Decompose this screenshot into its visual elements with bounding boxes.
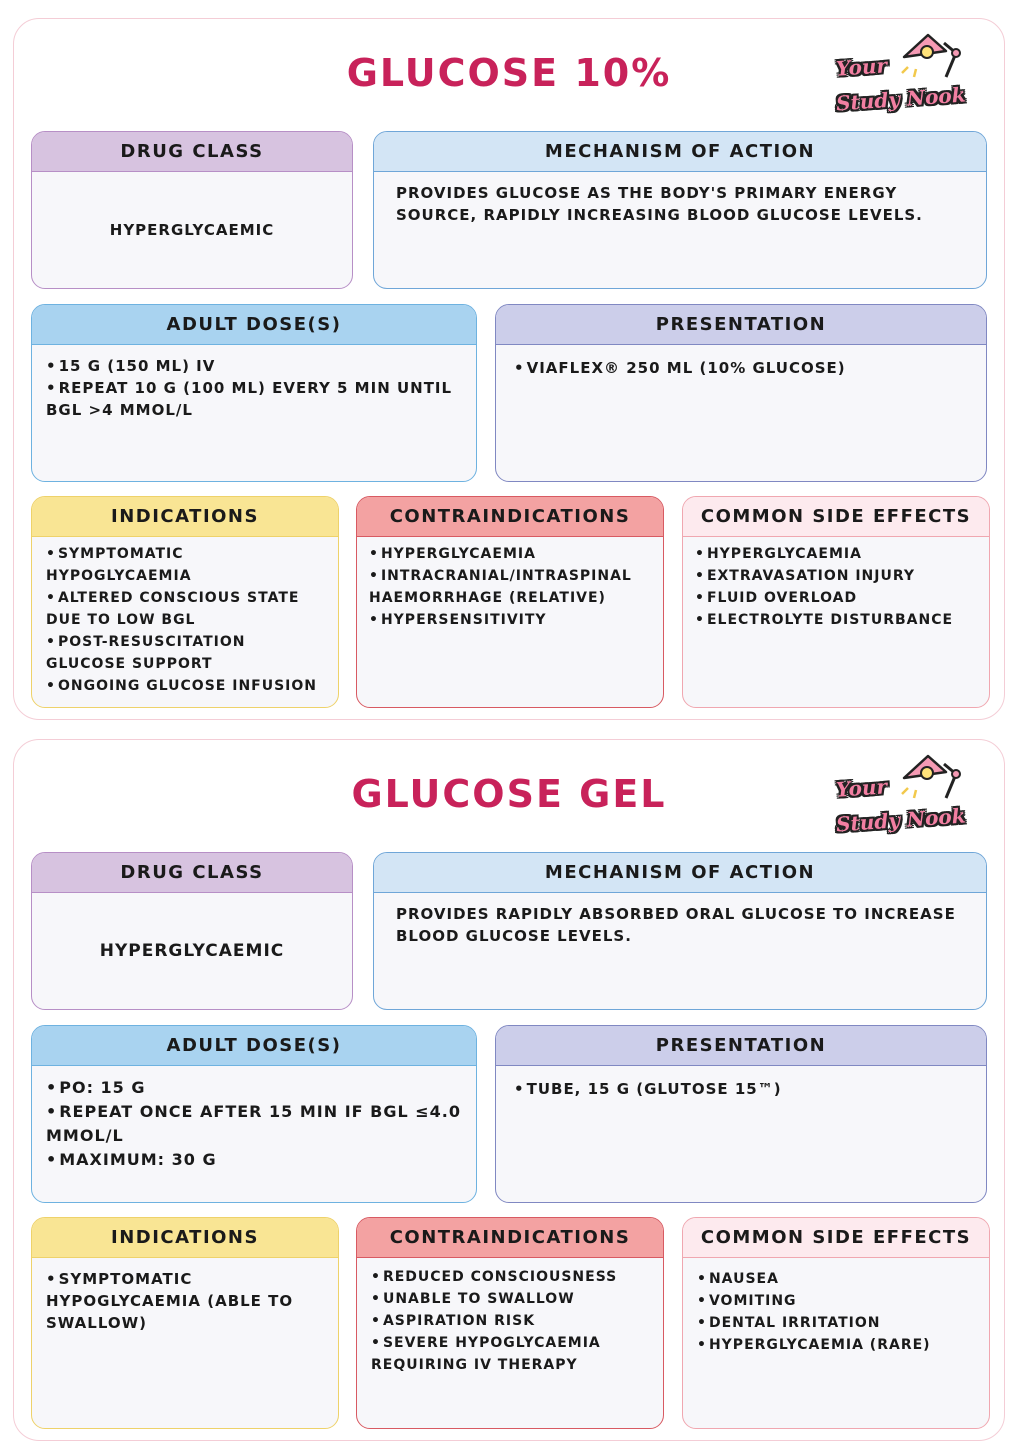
list-item: • EXTRAVASATION INJURY — [695, 565, 977, 587]
contraindications-card — [356, 496, 664, 708]
list-item: • REPEAT ONCE AFTER 15 MIN IF BGL ≤4.0 MMOL/L — [46, 1100, 462, 1148]
list-item: • SYMPTOMATIC HYPOGLYCAEMIA — [46, 543, 324, 587]
card-heading: COMMON SIDE EFFECTS — [683, 497, 989, 537]
adult-dose-list — [32, 345, 476, 431]
sheet-title: GLUCOSE 10% — [346, 51, 672, 95]
list-item: • VOMITING — [697, 1290, 975, 1312]
list-item: • UNABLE TO SWALLOW — [371, 1288, 649, 1310]
logo-text-line1: Your — [835, 53, 888, 81]
presentation-card — [495, 304, 987, 482]
card-heading: INDICATIONS — [32, 1218, 338, 1258]
adult-dose-list — [32, 1066, 476, 1182]
list-item: • POST-RESUSCITATION GLUCOSE SUPPORT — [46, 631, 324, 675]
list-item: • 15 G (150 ML) IV — [46, 355, 462, 377]
card-heading: ADULT DOSE(S) — [32, 1026, 476, 1066]
contraindications-list — [357, 537, 663, 637]
study-nook-logo — [834, 748, 967, 848]
list-item: • ALTERED CONSCIOUS STATE DUE TO LOW BGL — [46, 587, 324, 631]
presentation-list — [496, 1066, 986, 1112]
card-heading: PRESENTATION — [496, 1026, 986, 1066]
mechanism-card — [373, 852, 987, 1010]
list-item: • HYPERSENSITIVITY — [369, 609, 651, 631]
adult-dose-card — [31, 1025, 477, 1203]
contraindications-card — [356, 1217, 664, 1429]
logo-text-line1: Your — [835, 774, 888, 802]
desk-lamp-icon — [894, 27, 966, 87]
sheet-title: GLUCOSE GEL — [351, 772, 667, 816]
list-item: • PO: 15 G — [46, 1076, 462, 1100]
indications-list — [32, 1258, 338, 1344]
drug-class-text: HYPERGLYCAEMIC — [99, 941, 285, 961]
card-heading: PRESENTATION — [496, 305, 986, 345]
drug-sheet-glucose-10 — [13, 18, 1005, 720]
contraindications-list — [357, 1258, 663, 1384]
list-item: • HYPERGLYCAEMIA — [695, 543, 977, 565]
list-item: • HYPERGLYCAEMIA — [369, 543, 651, 565]
list-item: • REPEAT 10 G (100 ML) EVERY 5 MIN UNTIL BGL >4 MMOL/L — [46, 377, 462, 421]
desk-lamp-icon — [894, 748, 966, 808]
list-item: • NAUSEA — [697, 1268, 975, 1290]
mechanism-text: PROVIDES RAPIDLY ABSORBED ORAL GLUCOSE TO INCREASE BLOOD GLUCOSE LEVELS. — [396, 905, 956, 945]
list-item: • TUBE, 15 G (GLUTOSE 15™) — [514, 1078, 968, 1100]
logo-text-line2: Study Nook — [835, 82, 967, 116]
side-effects-list — [683, 1258, 989, 1366]
card-heading: MECHANISM OF ACTION — [374, 132, 986, 172]
drug-class-card — [31, 131, 353, 289]
card-heading: ADULT DOSE(S) — [32, 305, 476, 345]
list-item: • DENTAL IRRITATION — [697, 1312, 975, 1334]
drug-class-card — [31, 852, 353, 1010]
card-heading: INDICATIONS — [32, 497, 338, 537]
card-heading: COMMON SIDE EFFECTS — [683, 1218, 989, 1258]
list-item: • MAXIMUM: 30 G — [46, 1148, 462, 1172]
list-item: • FLUID OVERLOAD — [695, 587, 977, 609]
list-item: • SYMPTOMATIC HYPOGLYCAEMIA (ABLE TO SWALLOW) — [46, 1268, 324, 1334]
study-nook-logo — [834, 27, 967, 127]
presentation-list — [496, 345, 986, 391]
side-effects-card — [682, 496, 990, 708]
indications-card — [31, 1217, 339, 1429]
mechanism-text: PROVIDES GLUCOSE AS THE BODY'S PRIMARY ENERGY SOURCE, RAPIDLY INCREASING BLOOD GLUCOSE LEVELS. — [396, 184, 923, 224]
list-item: • ONGOING GLUCOSE INFUSION — [46, 675, 324, 697]
drug-sheet-glucose-gel — [13, 739, 1005, 1441]
list-item: • ELECTROLYTE DISTURBANCE — [695, 609, 977, 631]
list-item: • REDUCED CONSCIOUSNESS — [371, 1266, 649, 1288]
list-item: • VIAFLEX® 250 ML (10% GLUCOSE) — [514, 357, 968, 379]
adult-dose-card — [31, 304, 477, 482]
card-heading: DRUG CLASS — [32, 132, 352, 172]
card-heading: CONTRAINDICATIONS — [357, 1218, 663, 1258]
list-item: • INTRACRANIAL/INTRASPINAL HAEMORRHAGE (RELATIVE) — [369, 565, 651, 609]
card-heading: CONTRAINDICATIONS — [357, 497, 663, 537]
presentation-card — [495, 1025, 987, 1203]
indications-card — [31, 496, 339, 708]
drug-class-text: HYPERGLYCAEMIC — [109, 221, 275, 239]
side-effects-card — [682, 1217, 990, 1429]
mechanism-card — [373, 131, 987, 289]
card-heading: DRUG CLASS — [32, 853, 352, 893]
side-effects-list — [683, 537, 989, 637]
list-item: • ASPIRATION RISK — [371, 1310, 649, 1332]
list-item: • HYPERGLYCAEMIA (RARE) — [697, 1334, 975, 1356]
logo-text-line2: Study Nook — [835, 803, 967, 837]
list-item: • SEVERE HYPOGLYCAEMIA REQUIRING IV THERAPY — [371, 1332, 649, 1376]
indications-list — [32, 537, 338, 703]
card-heading: MECHANISM OF ACTION — [374, 853, 986, 893]
